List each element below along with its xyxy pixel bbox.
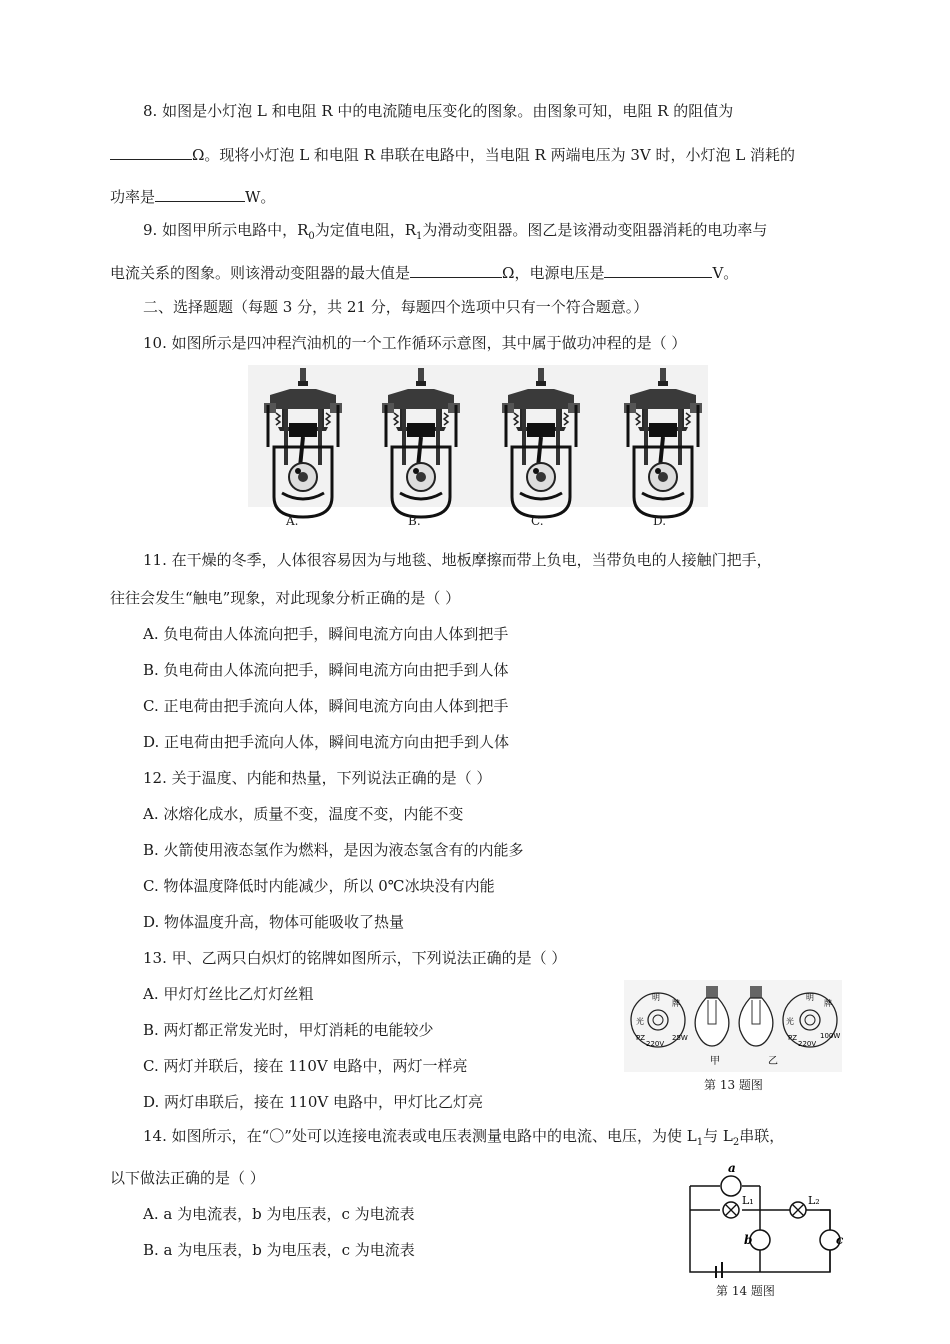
q11-stem-2: 往往会发生“触电”现象，对此现象分析正确的是（ ） (110, 589, 461, 607)
q10-label-d: D. (653, 514, 667, 528)
q9-text-2a: 电流关系的图象。则该滑动变阻器的最大值是 (110, 264, 411, 282)
q14-option-a[interactable]: A. a 为电流表，b 为电压表，c 为电流表 (143, 1205, 415, 1223)
q9-sub1: 1 (416, 231, 423, 242)
np-left-pai: 牌 (672, 999, 680, 1008)
np-right-ming: 明 (806, 993, 814, 1002)
lamp-l1-label: L₁ (742, 1194, 754, 1207)
q12-option-d[interactable]: D. 物体温度升高，物体可能吸收了热量 (143, 913, 405, 931)
label-yi: 乙 (768, 1056, 778, 1067)
q9-text-2c: V。 (712, 264, 739, 282)
q8-line3 (110, 185, 275, 207)
q12-option-c[interactable]: C. 物体温度降低时内能减少，所以 0℃冰块没有内能 (143, 877, 495, 895)
q9-blank-voltage[interactable] (604, 261, 712, 278)
q14-text-b: 与 L (703, 1127, 733, 1145)
np-left-ming: 明 (652, 993, 660, 1002)
meter-b-icon (750, 1230, 770, 1250)
q14-sub1: 1 (696, 1137, 704, 1148)
q11-stem-1: 11. 在干燥的冬季，人体很容易因为与地毯、地板摩擦而带上负电，当带负电的人接触门把手， (143, 551, 772, 569)
q10-label-c: C. (531, 514, 544, 528)
np-right-guang: 光 (786, 1017, 794, 1026)
np-right-volt: 220V (798, 1040, 817, 1048)
meter-a-label: a (728, 1161, 736, 1175)
q12-stem: 12. 关于温度、内能和热量，下列说法正确的是（ ） (143, 769, 492, 787)
q10-label-b: B. (408, 514, 421, 528)
q9-text-b: 为定值电阻，R (314, 221, 417, 239)
q8-line3-after: W。 (245, 188, 276, 206)
q10-stem: 10. 如图所示是四冲程汽油机的一个工作循环示意图，其中属于做功冲程的是（ ） (143, 334, 687, 352)
q9-line1 (143, 220, 767, 247)
np-left-pz: PZ (636, 1034, 646, 1042)
q9-blank-max[interactable] (410, 261, 502, 278)
q14-text-c: 串联， (739, 1127, 785, 1145)
q8-line1: 8. 如图是小灯泡 L 和电阻 R 中的电流随电压变化的图象。由图象可知，电阻 R 的阻值为 (143, 102, 734, 120)
meter-b-label: b (744, 1233, 753, 1247)
q9-sub0: 0 (308, 231, 315, 242)
q11-option-a[interactable]: A. 负电荷由人体流向把手，瞬间电流方向由人体到把手 (143, 625, 509, 643)
q14-circuit-figure (680, 1160, 850, 1280)
q13-option-a[interactable]: A. 甲灯灯丝比乙灯灯丝粗 (143, 985, 314, 1003)
q14-figure-caption: 第 14 题图 (716, 1284, 775, 1298)
q14-sub2: 2 (732, 1137, 740, 1148)
label-jia: 甲 (710, 1056, 720, 1067)
q13-bulb-nameplate-figure (624, 980, 842, 1080)
meter-c-label: c (836, 1233, 844, 1247)
q8-line3-before: 功率是 (110, 188, 156, 206)
q8-blank-power[interactable] (155, 185, 245, 202)
np-right-pai: 牌 (824, 999, 832, 1008)
q10-label-a: A. (286, 514, 299, 528)
lamp-l2-label: L₂ (808, 1194, 820, 1207)
q13-option-d[interactable]: D. 两灯串联后，接在 110V 电路中，甲灯比乙灯亮 (143, 1093, 484, 1111)
q8-line2 (110, 143, 795, 165)
q11-option-b[interactable]: B. 负电荷由人体流向把手，瞬间电流方向由把手到人体 (143, 661, 509, 679)
q11-option-d[interactable]: D. 正电荷由把手流向人体，瞬间电流方向由把手到人体 (143, 733, 510, 751)
q12-option-b[interactable]: B. 火箭使用液态氢作为燃料，是因为液态氢含有的内能多 (143, 841, 524, 859)
np-right-pz: PZ (788, 1034, 798, 1042)
meter-a-icon (721, 1176, 741, 1196)
q14-option-b[interactable]: B. a 为电压表，b 为电压表，c 为电流表 (143, 1241, 415, 1259)
q13-option-c[interactable]: C. 两灯并联后，接在 110V 电路中，两灯一样亮 (143, 1057, 468, 1075)
q9-text-c: 为滑动变阻器。图乙是该滑动变阻器消耗的电功率与 (422, 221, 768, 239)
np-right-watt: 100W (820, 1032, 841, 1040)
np-left-volt: 220V (646, 1040, 665, 1048)
q9-text-a: 9. 如图甲所示电路中，R (143, 221, 309, 239)
q11-option-c[interactable]: C. 正电荷由把手流向人体，瞬间电流方向由人体到把手 (143, 697, 509, 715)
q13-figure-caption: 第 13 题图 (704, 1078, 763, 1092)
q12-option-a[interactable]: A. 冰熔化成水，质量不变，温度不变，内能不变 (143, 805, 464, 823)
q9-text-2b: Ω，电源电压是 (502, 264, 605, 282)
q8-blank-resistance[interactable] (110, 143, 192, 160)
q10-engine-figure (248, 365, 708, 535)
q8-line2-text: Ω。现将小灯泡 L 和电阻 R 串联在电路中，当电阻 R 两端电压为 3V 时，小灯泡 L 消耗的 (192, 146, 796, 164)
q13-option-b[interactable]: B. 两灯都正常发光时，甲灯消耗的电能较少 (143, 1021, 434, 1039)
q14-stem-1 (143, 1126, 784, 1153)
np-left-watt: 25W (672, 1034, 688, 1042)
q14-stem-2: 以下做法正确的是（ ） (110, 1169, 265, 1187)
q14-text-a: 14. 如图所示，在“〇”处可以连接电流表或电压表测量电路中的电流、电压，为使 L (143, 1127, 697, 1145)
q13-stem: 13. 甲、乙两只白炽灯的铭牌如图所示，下列说法正确的是（ ） (143, 949, 567, 967)
np-left-guang: 光 (636, 1017, 644, 1026)
q9-line2 (110, 261, 738, 283)
section-2-heading: 二、选择题题（每题 3 分，共 21 分，每题四个选项中只有一个符合题意。） (143, 298, 649, 316)
